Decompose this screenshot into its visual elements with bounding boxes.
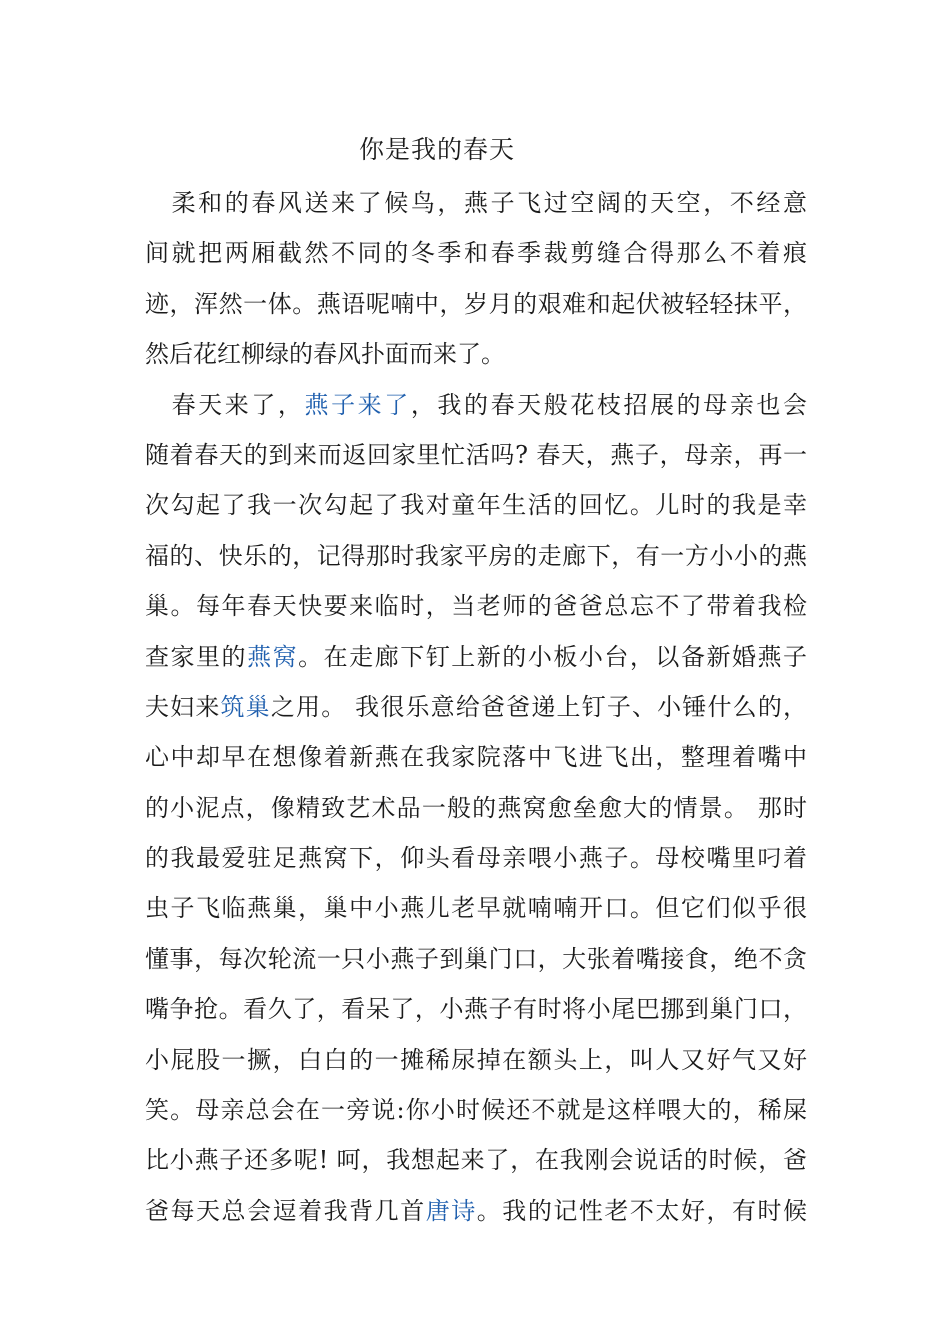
text-segment: 查家里的 (145, 642, 248, 671)
paragraph-2-line-11: 虫子飞临燕巢，巢中小燕儿老早就喃喃开口。但它们似乎很 (145, 894, 807, 923)
paragraph-2-line-17 (145, 1186, 807, 1236)
paragraph-2-line-2: 随着春天的到来而返回家里忙活吗? 春天，燕子，母亲，再一 (145, 440, 807, 469)
paragraph-2-line-10: 的我最爱驻足燕窝下，仰头看母亲喂小燕子。母校嘴里叼着 (145, 844, 807, 873)
nest-building-link[interactable]: 筑巢 (220, 692, 271, 721)
paragraph-1-line-1: 柔和的春风送来了候鸟，燕子飞过空阔的天空，不经意 (145, 189, 807, 217)
paragraph-2-line-16: 比小燕子还多呢! 呵，我想起来了，在我刚会说话的时候，爸 (145, 1146, 807, 1175)
swallow-nest-link[interactable]: 燕窝 (247, 642, 299, 671)
paragraph-2-line-9: 的小泥点，像精致艺术品一般的燕窝愈垒愈大的情景。 那时 (145, 793, 807, 822)
paragraph-2-line-1 (145, 380, 807, 430)
paragraph-2-line-13: 嘴争抢。看久了，看呆了，小燕子有时将小尾巴挪到巢门口， (145, 995, 807, 1024)
paragraph-2-line-8: 心中却早在想像着新燕在我家院落中飞进飞出，整理着嘴中 (145, 743, 807, 772)
paragraph-2-line-7 (145, 682, 807, 732)
tang-poems-link[interactable]: 唐诗 (425, 1196, 477, 1225)
paragraph-2-line-3: 次勾起了我一次勾起了我对童年生活的回忆。儿时的我是幸 (145, 491, 807, 520)
text-segment: ，我的春天般花枝招展的母亲也会 (410, 390, 808, 419)
paragraph-1-line-3: 迹，浑然一体。燕语呢喃中，岁月的艰难和起伏被轻轻抹平， (145, 289, 807, 318)
paragraph-2-line-12: 懂事，每次轮流一只小燕子到巢门口，大张着嘴接食，绝不贪 (145, 944, 807, 973)
text-segment: 夫妇来 (145, 692, 221, 721)
document-title: 你是我的春天 (358, 135, 515, 164)
document-body (145, 178, 807, 1236)
paragraph-2-line-6 (145, 632, 807, 682)
paragraph-2-line-14: 小屁股一撅，白白的一摊稀尿掉在额头上，叫人又好气又好 (145, 1045, 807, 1074)
paragraph-2-line-4: 福的、快乐的，记得那时我家平房的走廊下，有一方小小的燕 (145, 541, 807, 570)
swallow-link[interactable]: 燕子来了 (304, 390, 411, 419)
text-segment: 。在走廊下钉上新的小板小台，以备新婚燕子 (298, 642, 808, 671)
text-segment: 爸每天总会逗着我背几首 (145, 1196, 426, 1225)
paragraph-2-line-5: 巢。每年春天快要来临时，当老师的爸爸总忘不了带着我检 (145, 592, 807, 621)
text-segment: 春天来了， (145, 390, 305, 419)
paragraph-1-line-4: 然后花红柳绿的春风扑面而来了。 (145, 340, 505, 369)
paragraph-2-line-15: 笑。母亲总会在一旁说:你小时候还不就是这样喂大的，稀屎 (145, 1096, 807, 1125)
text-segment: 之用。 我很乐意给爸爸递上钉子、小锤什么的， (270, 692, 808, 721)
text-segment: 。我的记性老不太好，有时候 (476, 1196, 808, 1225)
paragraph-1-line-2: 间就把两厢截然不同的冬季和春季裁剪缝合得那么不着痕 (145, 239, 807, 268)
